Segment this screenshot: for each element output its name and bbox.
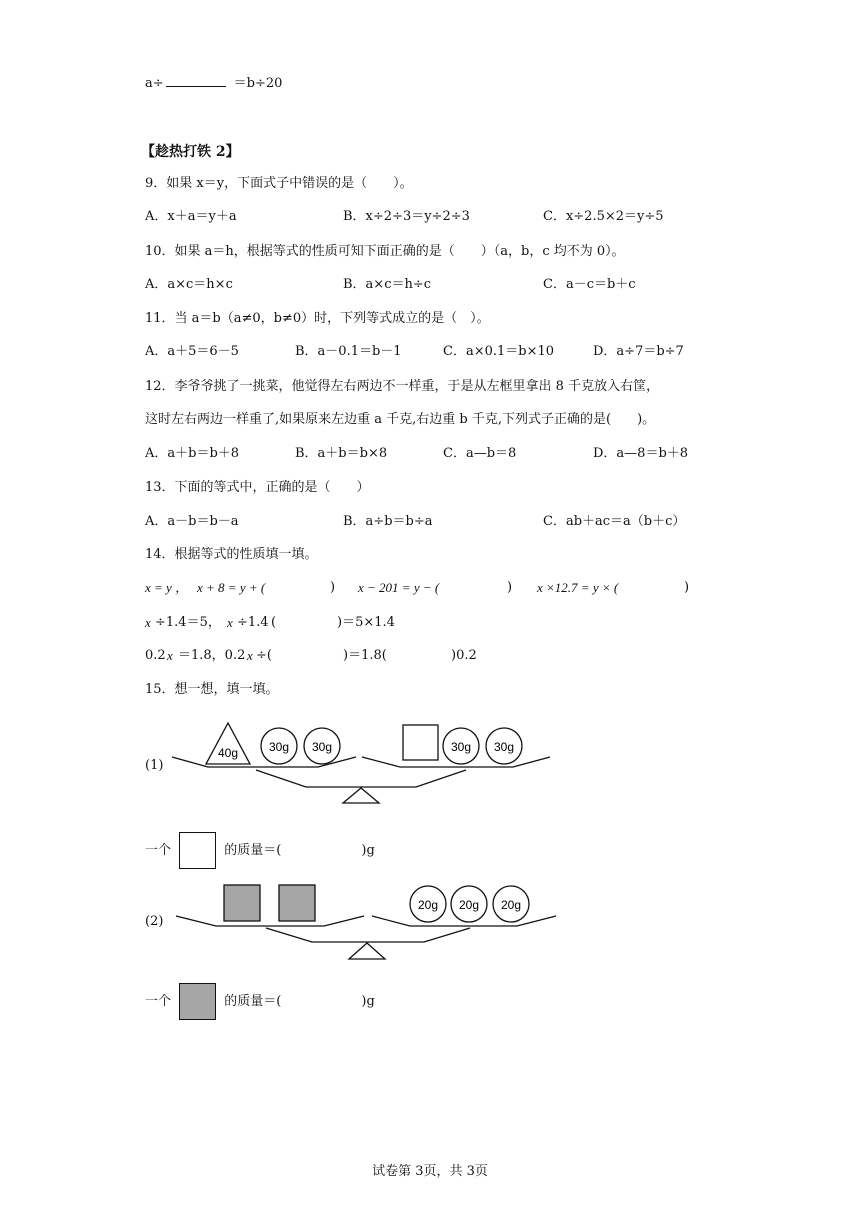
fill-blank-line xyxy=(145,74,282,93)
answer-blank[interactable] xyxy=(166,74,226,87)
weight-label-left-2: 30g xyxy=(311,740,333,754)
q13-option-c[interactable]: C．ab＋ac＝a（b＋c） xyxy=(543,514,686,529)
q12-option-c[interactable]: C．a—b＝8 xyxy=(443,446,517,461)
weight-label-right-3: 20g xyxy=(500,898,522,912)
q14-row1-given: x = y ， xyxy=(145,580,189,595)
q14-row1-close2: ) xyxy=(507,580,513,595)
q12-option-a[interactable]: A．a＋b＝b＋8 xyxy=(145,446,240,461)
q12-option-d[interactable]: D．a—8＝b＋8 xyxy=(593,446,689,461)
answer-suffix: )g xyxy=(361,994,375,1009)
q14-row3-text3: ÷( xyxy=(256,648,272,663)
q14-row2-open: ( xyxy=(271,615,277,630)
q14-row1-blank1[interactable] xyxy=(275,579,325,597)
weight-label-right-2: 20g xyxy=(458,898,480,912)
q14-row3-text4: )＝1.8( xyxy=(343,648,387,663)
q12-stem-line1: 12．李爷爷挑了一挑菜，他觉得左右两边不一样重，于是从左框里拿出 8 千克放入右筐， xyxy=(145,379,660,394)
q14-row3-var1: x xyxy=(167,648,173,663)
q14-row3-text2: ＝1.8，0.2 xyxy=(178,648,246,663)
q14-row3-text1: 0.2 xyxy=(145,648,166,663)
q14-row2-var1: x xyxy=(145,615,151,630)
q9-stem: 9．如果 x＝y，下面式子中错误的是（ ）。 xyxy=(145,176,413,191)
balance-scale-2 xyxy=(172,880,562,966)
q14-row1-expr2: x − 201 = y − ( xyxy=(358,580,440,595)
section-title: 【趁热打铁 2】 xyxy=(141,144,240,160)
q11-stem: 11．当 a＝b（a≠0，b≠0）时，下列等式成立的是（ ）。 xyxy=(145,311,490,326)
answer-suffix: )g xyxy=(361,843,375,858)
grey-square-icon xyxy=(179,983,216,1020)
q9-option-a[interactable]: A．x＋a＝y＋a xyxy=(145,209,237,224)
q15-part1-label: (1) xyxy=(145,758,164,773)
q9-option-b[interactable]: B．x÷2÷3＝y÷2÷3 xyxy=(343,209,470,224)
q14-row2-text1: ÷1.4＝5， xyxy=(155,615,221,630)
q10-stem: 10．如果 a＝h，根据等式的性质可知下面正确的是（ ）（a，b，c 均不为 0）。 xyxy=(145,244,625,259)
answer-mid: 的质量＝( xyxy=(224,843,282,858)
weight-label-left-1: 30g xyxy=(268,740,290,754)
q12-option-b[interactable]: B．a＋b＝b×8 xyxy=(295,446,388,461)
q15-stem: 15．想一想，填一填。 xyxy=(145,682,279,697)
q14-row1-expr1: x + 8 = y + ( xyxy=(197,580,266,595)
q13-stem: 13．下面的等式中，正确的是（ ） xyxy=(145,480,370,495)
q14-row1-close1: ) xyxy=(330,580,336,595)
weight-label-right-1: 30g xyxy=(450,740,472,754)
q15-part2-label: (2) xyxy=(145,914,164,929)
answer-prefix: 一个 xyxy=(145,843,172,858)
expr-right: ＝b÷20 xyxy=(233,76,283,91)
weight-label-right-1: 20g xyxy=(417,898,439,912)
triangle-weight-label: 40g xyxy=(217,746,239,760)
q14-row1-close3: ) xyxy=(684,580,690,595)
q10-option-c[interactable]: C．a－c＝b＋c xyxy=(543,277,636,292)
q9-option-c[interactable]: C．x÷2.5×2＝y÷5 xyxy=(543,209,664,224)
q10-option-b[interactable]: B．a×c＝h÷c xyxy=(343,277,432,292)
q14-row2-text2: ÷1.4 xyxy=(237,615,269,630)
q15-part1-answer xyxy=(145,832,375,869)
page-footer: 试卷第 3页，共 3页 xyxy=(372,1164,488,1179)
q10-option-a[interactable]: A．a×c＝h×c xyxy=(145,277,233,292)
q11-option-b[interactable]: B．a－0.1＝b－1 xyxy=(295,344,402,359)
answer-prefix: 一个 xyxy=(145,994,172,1009)
q14-row3-text5: )0.2 xyxy=(451,648,477,663)
q12-stem-line2: 这时左右两边一样重了,如果原来左边重 a 千克,右边重 b 千克,下列式子正确的是( )。 xyxy=(145,412,656,427)
q14-stem: 14．根据等式的性质填一填。 xyxy=(145,547,318,562)
q13-option-a[interactable]: A．a－b＝b－a xyxy=(145,514,239,529)
q11-option-c[interactable]: C．a×0.1＝b×10 xyxy=(443,344,555,359)
q14-row3-var2: x xyxy=(247,648,253,663)
expr-left: a÷ xyxy=(145,76,164,91)
q13-option-b[interactable]: B．a÷b＝b÷a xyxy=(343,514,433,529)
q14-row2-var2: x xyxy=(227,615,233,630)
q11-option-d[interactable]: D．a÷7＝b÷7 xyxy=(593,344,684,359)
weight-label-right-2: 30g xyxy=(493,740,515,754)
answer-mid: 的质量＝( xyxy=(224,994,282,1009)
q14-row2-close: )＝5×1.4 xyxy=(337,615,395,630)
square-icon xyxy=(179,832,216,869)
q11-option-a[interactable]: A．a＋5＝6－5 xyxy=(145,344,239,359)
q15-part2-answer xyxy=(145,983,375,1020)
balance-scale-1 xyxy=(168,715,558,807)
q14-row1-expr3: x ×12.7 = y × ( xyxy=(537,580,619,595)
